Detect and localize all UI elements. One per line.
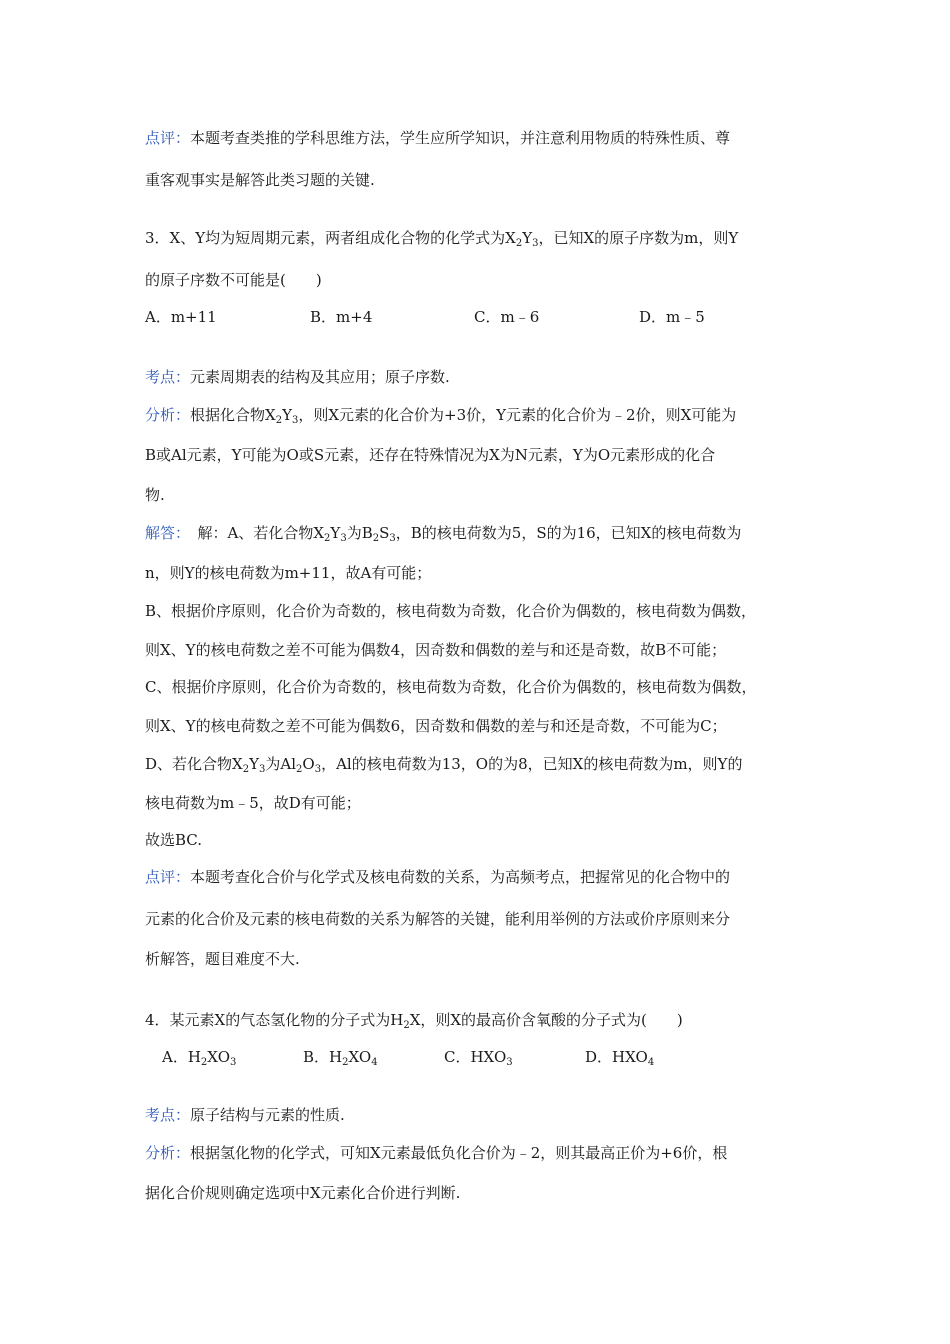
q3-analysis-line-3: 物. (145, 486, 165, 504)
q4-analysis-line-2: 据化合价规则确定选项中X元素化合价进行判断. (145, 1184, 461, 1202)
comment-label: 点评： (145, 129, 191, 147)
q3-kaodian: 考点：元素周期表的结构及其应用；原子序数. (145, 368, 450, 386)
q4-option-a: A．$H_2XO_3$ (162, 1048, 237, 1068)
q4-option-c: C．$HXO_3$ (444, 1048, 513, 1068)
answer-label: 解答： (145, 524, 183, 542)
q3-option-c: C．m﹣6 (474, 308, 540, 326)
q3-analysis-line-2: B或Al元素，Y可能为O或S元素，还存在特殊情况为X为N元素，Y为O元素形成的化合 (145, 446, 716, 464)
prev-comment-line-2: 重客观事实是解答此类习题的关键. (145, 171, 375, 189)
q4-option-b: B．$H_2XO_4$ (303, 1048, 378, 1068)
q3-answer-line-5: C、根据价序原则，化合价为奇数的，核电荷数为奇数，化合价为偶数的，核电荷数为偶数， (145, 678, 757, 696)
q3-answer-line-3: B、根据价序原则，化合价为奇数的，核电荷数为奇数，化合价为偶数的，核电荷数为偶数， (145, 602, 757, 620)
q4-kaodian: 考点：原子结构与元素的性质. (145, 1106, 345, 1124)
q3-answer-line-7: D、若化合物$X_2Y_3$为$Al_2O_3$，Al的核电荷数为13，O的为8，已知X的核电荷数为m，则Y的 (145, 755, 743, 775)
analysis-label: 分析： (145, 406, 191, 424)
q3-comment-line-1: 点评：本题考查化合价与化学式及核电荷数的关系，为高频考点，把握常见的化合物中的 (145, 868, 731, 886)
analysis-label: 分析： (145, 1144, 191, 1162)
prev-comment-line-1: 点评：本题考查类推的学科思维方法，学生应所学知识，并注意利用物质的特殊性质、尊 (145, 129, 731, 147)
q3-stem-line-1: 3．X、Y均为短周期元素，两者组成化合物的化学式为$X_2Y_3$，已知X的原子序数为m，则Y (145, 229, 739, 249)
kaodian-label: 考点： (145, 1106, 191, 1124)
q3-answer-line-4: 则X、Y的核电荷数之差不可能为偶数4，因奇数和偶数的差与和还是奇数，故B不可能； (145, 641, 727, 659)
q3-answer-line-2: n，则Y的核电荷数为m+11，故A有可能； (145, 564, 432, 582)
q3-answer-line-6: 则X、Y的核电荷数之差不可能为偶数6，因奇数和偶数的差与和还是奇数，不可能为C； (145, 717, 727, 735)
q3-answer-line-8: 核电荷数为m﹣5，故D有可能； (145, 794, 361, 812)
q3-option-a: A．m+11 (145, 308, 217, 326)
q3-option-b: B．m+4 (310, 308, 373, 326)
q3-comment-line-3: 析解答，题目难度不大. (145, 950, 300, 968)
q3-analysis-line-1: 分析：根据化合物$X_2Y_3$，则X元素的化合价为+3价，Y元素的化合价为﹣2价，则X可能为 (145, 406, 737, 426)
comment-label: 点评： (145, 868, 191, 886)
q3-answer-line-1: 解答： 解：A、若化合物$X_2Y_3$为$B_2S_3$，B的核电荷数为5，S的为16，已知X的核电荷数为 (145, 524, 742, 544)
q3-option-d: D．m﹣5 (639, 308, 705, 326)
q4-option-d: D．$HXO_4$ (585, 1048, 655, 1068)
q4-stem: 4．某元素X的气态氢化物的分子式为$H_2X$，则X的最高价含氧酸的分子式为( ) (145, 1011, 683, 1031)
q3-answer-line-9: 故选BC. (145, 831, 203, 849)
q3-comment-line-2: 元素的化合价及元素的核电荷数的关系为解答的关键，能利用举例的方法或价序原则来分 (145, 910, 731, 928)
kaodian-label: 考点： (145, 368, 191, 386)
q3-stem-line-2: 的原子序数不可能是( ) (145, 271, 322, 289)
q4-analysis-line-1: 分析：根据氢化物的化学式，可知X元素最低负化合价为﹣2，则其最高正价为+6价，根 (145, 1144, 728, 1162)
